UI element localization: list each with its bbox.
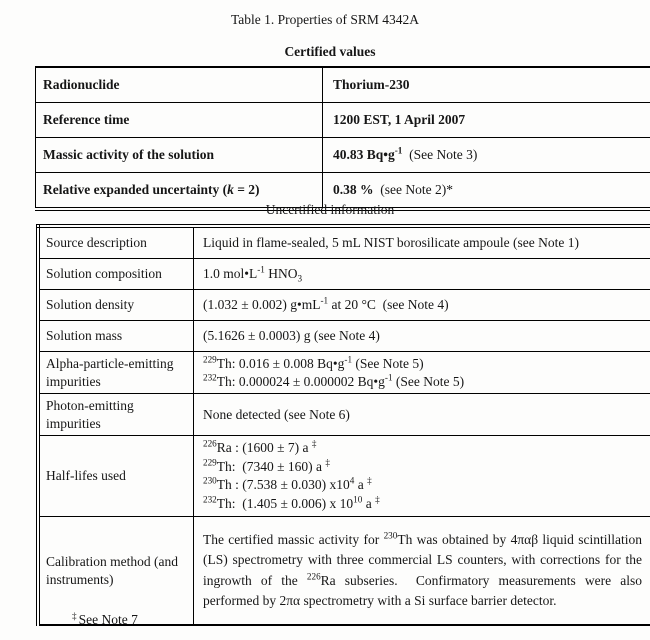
row-value-solution-density: (1.032 ± 0.002) $g•mL^{-1}$ at 20 °C (see Note 4): [194, 290, 650, 321]
row-label-source-description: Source description: [38, 226, 194, 259]
certified-values-table: [35, 66, 650, 211]
table-row: [38, 517, 650, 626]
row-label-expanded-uncertainty: Relative expanded uncertainty (k = 2): [36, 173, 323, 210]
table-row: [36, 138, 650, 173]
row-value-alpha-impurities: $^{229}$Th: 0.016 ± 0.008 $Bq•g^{-1}$ (See Note 5) $^{232}$Th: 0.000024 ± 0.000002 $Bq•g^{-1}$ (See Note 5): [194, 352, 650, 394]
row-label-radionuclide: Radionuclide: [36, 67, 323, 103]
table-row: [38, 352, 650, 394]
table-row: [36, 67, 650, 103]
footnote-text: See Note 7: [78, 612, 138, 627]
row-value-calibration-method: The certified massic activity for $^{230}$Th was obtained by 4παβ liquid scintillation (LS) spectrometry with three commercial LS counters, with corrections for the ingrowth of the $^{226}$Ra subseries. Confirmatory measurements were also performed by 2πα spectrometry with a Si surface barrier detector.: [194, 517, 650, 626]
row-value-photon-impurities: None detected (see Note 6): [194, 394, 650, 436]
row-value-solution-mass: (5.1626 ± 0.0003) g (see Note 4): [194, 321, 650, 352]
table-row: [36, 103, 650, 138]
row-value-solution-composition: 1.0 $mol•L^{-1}$ $HNO_3$: [194, 259, 650, 290]
row-value-expanded-uncertainty: 0.38 % (see Note 2)*: [323, 173, 650, 210]
row-label-solution-composition: Solution composition: [38, 259, 194, 290]
row-label-photon-impurities: Photon-emitting impurities: [38, 394, 194, 436]
row-value-massic-activity: 40.83 $Bq•g^{-1}$ (See Note 3): [323, 138, 650, 173]
table-row: [38, 321, 650, 352]
table-row: [38, 436, 650, 517]
row-label-solution-density: Solution density: [38, 290, 194, 321]
row-value-half-lifes: $^{226}$Ra : (1600 ± 7) a ‡ $^{229}$Th: (7340 ± 160) a ‡ $^{230}$Th : (7.538 ± 0.030) $x10^4$ a ‡ $^{232}$Th: (1.405 ± 0.006) x $10^{10}$ a ‡: [194, 436, 650, 517]
certified-values-heading: Certified values: [284, 44, 376, 59]
row-label-reference-time: Reference time: [36, 103, 323, 138]
table-title: Table 1. Properties of SRM 4342A: [230, 12, 420, 27]
uncertified-information-table: [36, 224, 650, 626]
row-label-massic-activity: Massic activity of the solution: [36, 138, 323, 173]
row-label-calibration-method: Calibration method (and instruments): [38, 517, 194, 626]
row-label-half-lifes: Half-lifes used: [38, 436, 194, 517]
row-label-solution-mass: Solution mass: [38, 321, 194, 352]
table-row: [38, 394, 650, 436]
table-row: [38, 259, 650, 290]
row-label-alpha-impurities: Alpha-particle-emitting impurities: [38, 352, 194, 394]
row-value-source-description: Liquid in flame-sealed, 5 mL NIST borosilicate ampoule (see Note 1): [203, 235, 580, 251]
table-row: [38, 226, 650, 259]
uncertified-information-heading: Uncertified information: [265, 202, 395, 217]
table-row: [38, 290, 650, 321]
row-value-reference-time: 1200 EST, 1 April 2007: [323, 103, 650, 138]
double-dagger-symbol: ‡: [72, 610, 77, 621]
footnote: [72, 612, 138, 628]
row-value-radionuclide: Thorium-230: [333, 77, 410, 92]
